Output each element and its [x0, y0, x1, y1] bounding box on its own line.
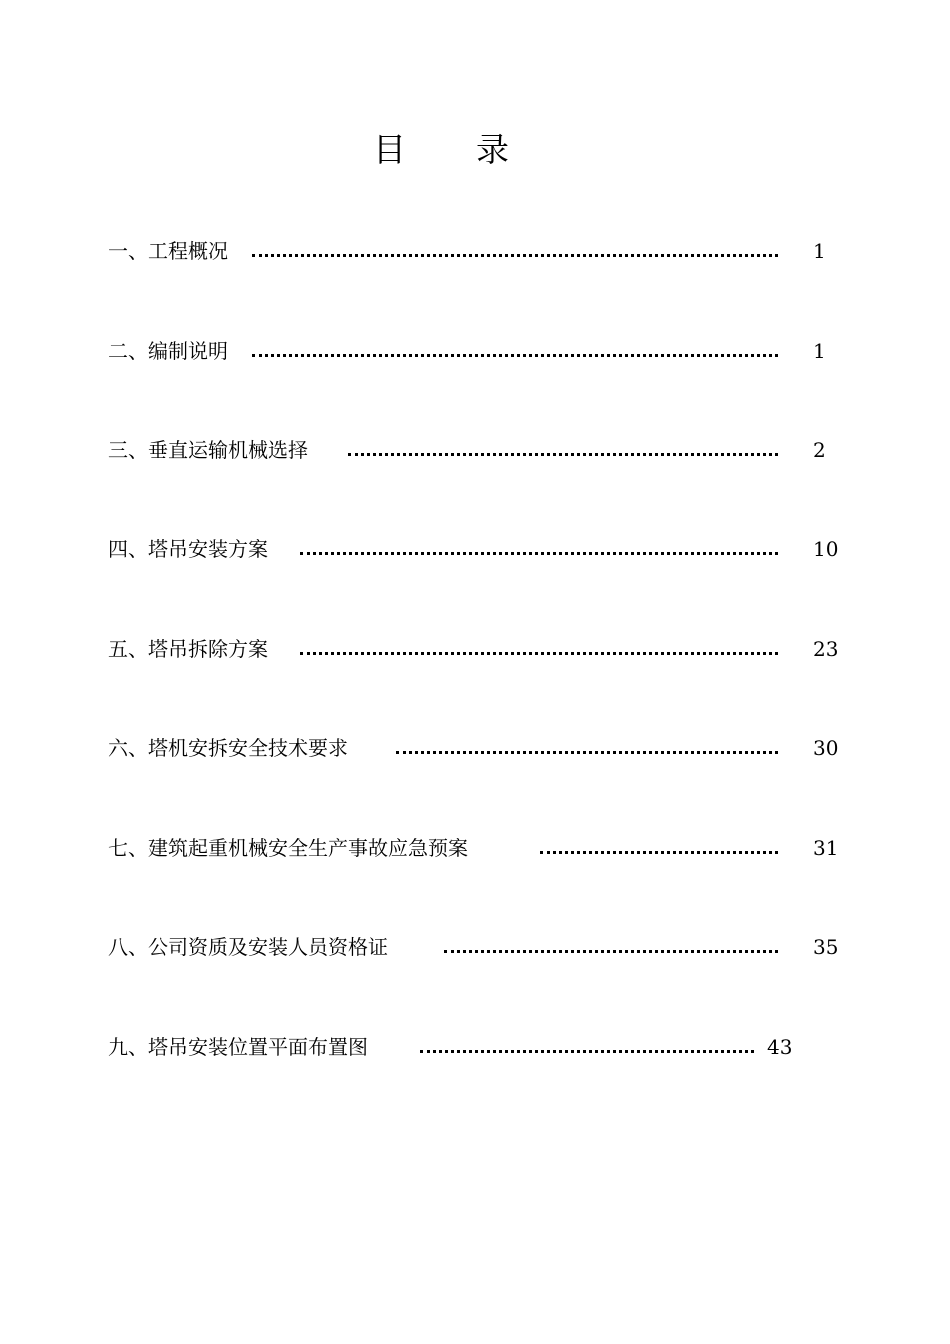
toc-entry-page: 43 — [767, 1035, 793, 1059]
toc-entry-page: 23 — [813, 637, 839, 661]
page-title — [0, 128, 950, 172]
toc-entry-page: 1 — [813, 339, 826, 363]
toc-entry-label: 六、塔机安拆安全技术要求 — [108, 736, 348, 760]
toc-leader-dots — [540, 833, 778, 863]
toc-leader-dots — [300, 534, 778, 564]
toc-leader-dots — [252, 236, 778, 266]
toc-leader-dots — [444, 932, 778, 962]
toc-entry-page: 1 — [813, 239, 826, 263]
toc-leader-dots — [420, 1032, 754, 1062]
toc-entry-page: 2 — [813, 438, 826, 462]
toc-leader-dots — [396, 733, 778, 763]
toc-leader-dots — [348, 435, 778, 465]
toc-entry-page: 35 — [813, 935, 839, 959]
toc-entry-label: 九、塔吊安装位置平面布置图 — [108, 1035, 368, 1059]
toc-entry-label: 七、建筑起重机械安全生产事故应急预案 — [108, 836, 468, 860]
toc-leader-dots — [252, 336, 778, 366]
title-char-1: 目 — [373, 130, 406, 169]
toc-entry-label: 四、塔吊安装方案 — [108, 537, 268, 561]
toc-entry-label: 八、公司资质及安装人员资格证 — [108, 935, 388, 959]
toc-entry-label: 一、工程概况 — [108, 239, 228, 263]
toc-entry-page: 31 — [813, 836, 839, 860]
title-char-2: 录 — [476, 130, 509, 169]
toc-entry-page: 10 — [813, 537, 839, 561]
toc-entry-page: 30 — [813, 736, 839, 760]
toc-leader-dots — [300, 634, 778, 664]
toc-entry-label: 三、垂直运输机械选择 — [108, 438, 308, 462]
toc-entry-label: 二、编制说明 — [108, 339, 228, 363]
toc-entry-label: 五、塔吊拆除方案 — [108, 637, 268, 661]
